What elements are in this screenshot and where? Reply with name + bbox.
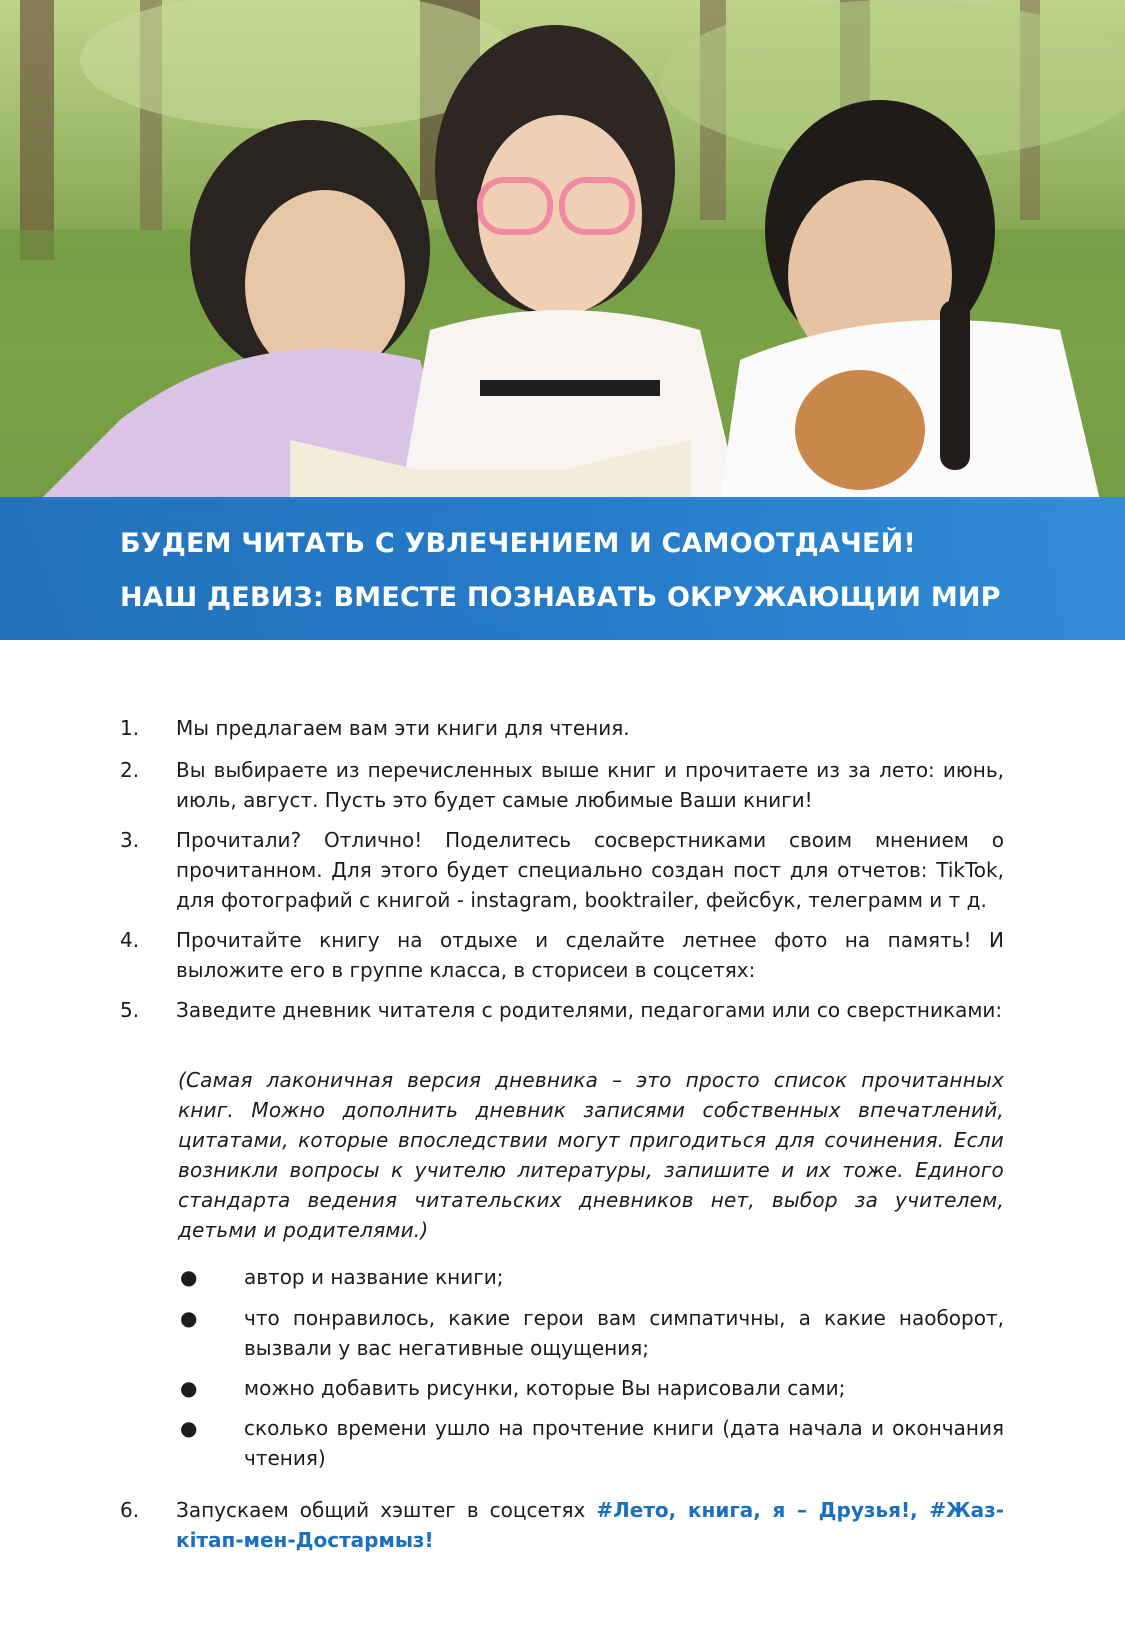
list-item-text: Мы предлагаем вам эти книги для чтения.: [176, 716, 630, 740]
bullet-item: автор и название книги;: [244, 1265, 504, 1289]
hashtag-intro: Запускаем общий хэштег в соцсетях: [176, 1498, 597, 1522]
bullet-dot-icon: ●: [180, 1306, 198, 1330]
list-item-number: 6.: [120, 1498, 140, 1522]
banner-title-line-1: БУДЕМ ЧИТАТЬ С УВЛЕЧЕНИЕМ И САМООТДАЧЕЙ!: [120, 528, 916, 559]
list-item-number: 3.: [120, 828, 140, 852]
list-item-text: Прочитайте книгу на отдыхе и сделайте летнее фото на память! И выложите его в группе класса, в сторисеи в соцсетях:: [176, 928, 1004, 982]
bullet-item: что понравилось, какие герои вам симпатичны, а какие наоборот, вызвали у вас негативные ощущения;: [244, 1306, 1004, 1360]
bullet-item: можно добавить рисунки, которые Вы нарисовали сами;: [244, 1376, 846, 1400]
diary-note: (Самая лаконичная версия дневника – это просто список прочитанных книг. Можно дополнить дневник записями собственных впечатлений, цитатами, которые впоследствии могут пригодиться для сочинения. Если возникли вопросы к учителю литературы, запишите и их тоже. Единого стандарта ведения читательских дневников нет, выбор за учителем, детьми и родителями.): [178, 1068, 1004, 1242]
list-item-number: 2.: [120, 758, 140, 782]
list-item-text: Вы выбираете из перечисленных выше книг и прочитаете из за лето: июнь, июль, август. Пусть это будет самые любимые Ваши книги!: [176, 758, 1004, 812]
list-item-text: [176, 1495, 1004, 1555]
list-item-number: 5.: [120, 998, 140, 1022]
hashtag-link[interactable]: #Лето, книга, я – Друзья!, #Жаз-кітап-мен-Достармыз!: [176, 1498, 1004, 1552]
list-item-text: Прочитали? Отлично! Поделитесь сосверстниками своим мнением о прочитанном. Для этого будет специально создан пост для отчетов: TikTok, для фотографий с книгой - instagram, booktrailer, фейсбук, телеграмм и т д.: [176, 828, 1004, 912]
bullet-dot-icon: ●: [180, 1376, 198, 1400]
list-item-number: 1.: [120, 716, 140, 740]
list-item-text: Заведите дневник читателя с родителями, педагогами или со сверстниками:: [176, 998, 1003, 1022]
list-item-number: 4.: [120, 928, 140, 952]
bullet-dot-icon: ●: [180, 1265, 198, 1289]
bullet-dot-icon: ●: [180, 1416, 198, 1440]
title-banner: [0, 497, 1125, 640]
banner-title-line-2: НАШ ДЕВИЗ: ВМЕСТЕ ПОЗНАВАТЬ ОКРУЖАЮЩИИ МИР: [120, 582, 1001, 613]
bullet-item: сколько времени ушло на прочтение книги (дата начала и окончания чтения): [244, 1416, 1004, 1470]
